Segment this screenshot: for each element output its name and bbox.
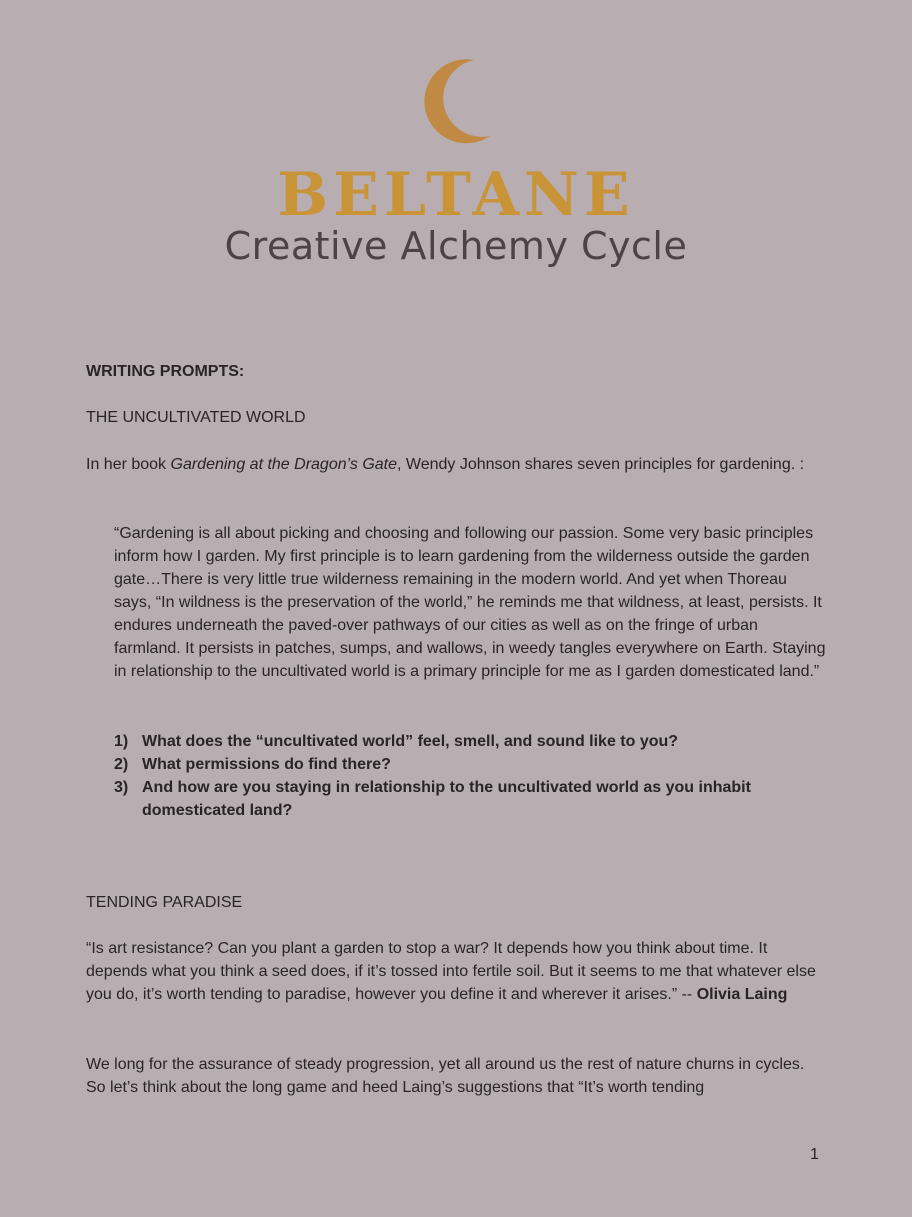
brand-subtitle: Creative Alchemy Cycle xyxy=(224,224,688,268)
intro-paragraph: In her book Gardening at the Dragon’s Gate, Wendy Johnson shares seven principles for gardening. : xyxy=(86,456,805,473)
section-title-uncultivated-world: THE UNCULTIVATED WORLD xyxy=(86,409,306,426)
book-title: Gardening at the Dragon’s Gate xyxy=(170,456,398,473)
question-list xyxy=(114,730,826,822)
page-number: 1 xyxy=(810,1146,819,1163)
list-item: 1) What does the “uncultivated world” feel, smell, and sound like to you? xyxy=(114,733,679,750)
crescent-moon-icon xyxy=(412,52,492,144)
list-item: 2) What permissions do find there? xyxy=(114,756,391,773)
writing-prompts-heading: WRITING PROMPTS: xyxy=(86,363,245,380)
johnson-quote: “Gardening is all about picking and choosing and following our passion. Some very basic principles inform how I garden. My first principle is to learn gardening from the wilderness outside the garden gate…There is very little true wilderness remaining in the modern world. And yet when Thoreau says, “In wildness is the preservation of the world,” he reminds me that wildness, at least, persists. It endures underneath the paved-over pathways of our cities as well as on the fringe of urban farmland. It persists in patches, sumps, and wallows, in weedy tangles everywhere on Earth. Staying in relationship to the uncultivated world is a primary principle for me as I garden domesticated land.” xyxy=(114,525,826,680)
laing-quote: “Is art resistance? Can you plant a garden to stop a war? It depends how you think about time. It depends what you think a seed does, if it’s tossed into fertile soil. But it seems to me that whatever else you do, it’s worth tending to paradise, however you define it and wherever it arises.” -- Olivia Laing xyxy=(86,940,816,1003)
list-item: 3) And how are you staying in relationship to the uncultivated world as you inhabit domesticated land? xyxy=(114,779,751,819)
section-title-tending-paradise: TENDING PARADISE xyxy=(86,894,243,911)
brand-title: BELTANE xyxy=(277,160,635,230)
quote-author: Olivia Laing xyxy=(696,986,788,1003)
closing-paragraph: We long for the assurance of steady progression, yet all around us the rest of nature churns in cycles. So let’s think about the long game and heed Laing’s suggestions that “It’s worth tending xyxy=(86,1056,805,1096)
